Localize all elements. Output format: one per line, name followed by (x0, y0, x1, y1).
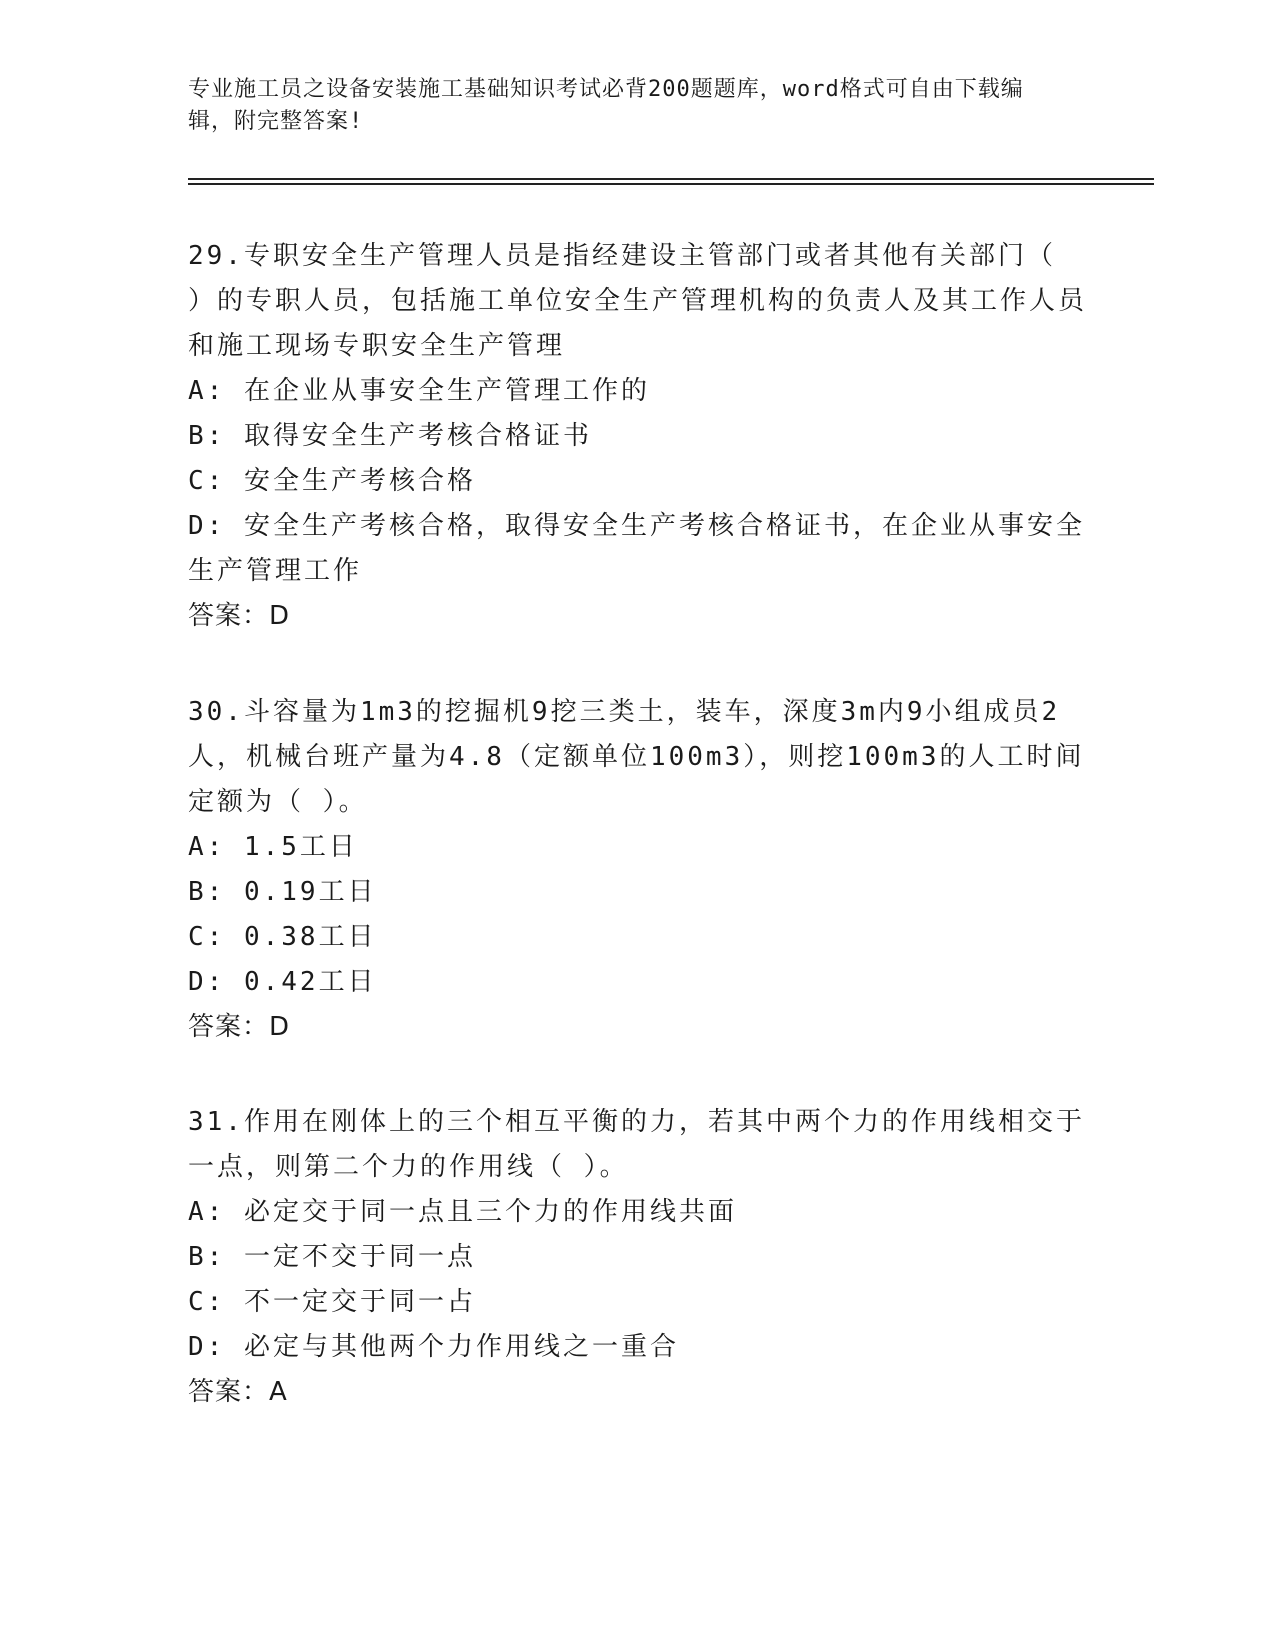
answer: 答案：D (188, 1012, 291, 1042)
answer: 答案：D (188, 601, 291, 631)
document-title: 专业施工员之设备安装施工基础知识考试必背200题题库，word格式可自由下载编辑，附完整答案! (188, 77, 1024, 134)
answer: 答案：A (188, 1377, 288, 1407)
option-b: B: 一定不交于同一点 (188, 1242, 476, 1272)
option-b: B: 取得安全生产考核合格证书 (188, 421, 592, 451)
question-stem: 30.斗容量为1m3的挖掘机9挖三类土，装车，深度3m内9小组成员2人，机械台班产量为4.8（定额单位100m3），则挖100m3的人工时间定额为（ ）。 (188, 697, 1085, 817)
option-d: D: 0.42工日 (188, 967, 377, 997)
header-divider-top (188, 178, 1154, 180)
option-c: C: 不一定交于同一占 (188, 1287, 476, 1317)
question-stem: 31.作用在刚体上的三个相互平衡的力，若其中两个力的作用线相交于一点，则第二个力的作用线（ ）。 (188, 1107, 1085, 1182)
header-divider-bottom (188, 183, 1154, 185)
option-c: C: 0.38工日 (188, 922, 377, 952)
question-31 (188, 1100, 1088, 1415)
option-b: B: 0.19工日 (188, 877, 377, 907)
option-a: A: 必定交于同一点且三个力的作用线共面 (188, 1197, 737, 1227)
option-a: A: 1.5工日 (188, 832, 358, 862)
option-a: A: 在企业从事安全生产管理工作的 (188, 376, 650, 406)
question-29 (188, 234, 1088, 639)
option-d: D: 必定与其他两个力作用线之一重合 (188, 1332, 679, 1362)
option-d: D: 安全生产考核合格，取得安全生产考核合格证书，在企业从事安全生产管理工作 (188, 511, 1085, 586)
question-stem: 29.专职安全生产管理人员是指经建设主管部门或者其他有关部门（ ）的专职人员，包括施工单位安全生产管理机构的负责人及其工作人员和施工现场专职安全生产管理 (188, 241, 1088, 361)
question-30 (188, 690, 1088, 1050)
option-c: C: 安全生产考核合格 (188, 466, 476, 496)
